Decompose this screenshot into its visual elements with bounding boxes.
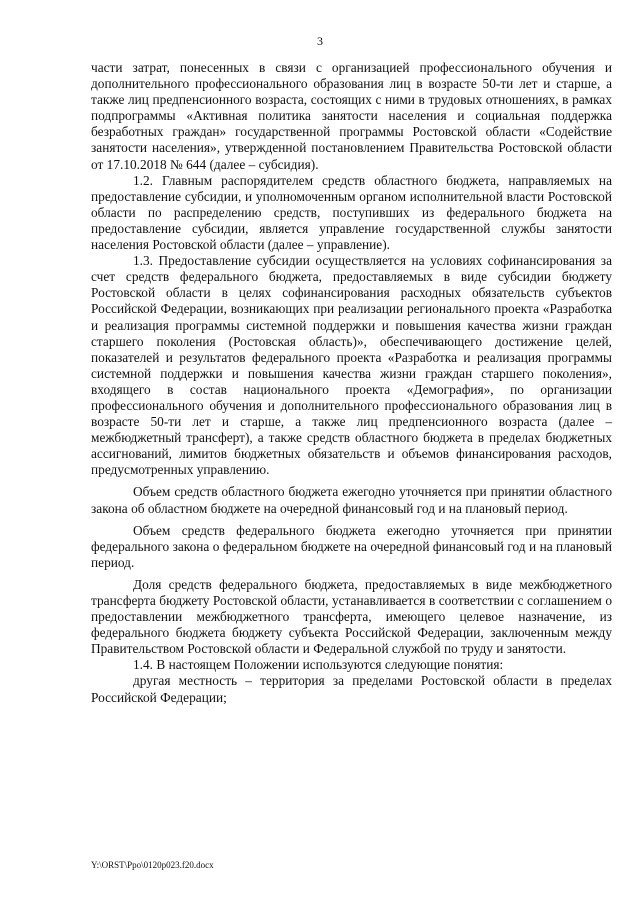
paragraph-1-4-definitions: 1.4. В настоящем Положении используются следующие понятия: bbox=[133, 657, 504, 673]
paragraph-1-2-main-administrator: 1.2. Главным распорядителем средств областного бюджета, направляемых на предоставление субсидии, и уполномоченным органом исполнительной власти Ростовской области по распределению средств, поступивших из федерального бюджета на предоставление субсидии, является управление государственной службы занятости населения Ростовской области (далее – управление). bbox=[91, 172, 612, 253]
page-number: 3 bbox=[317, 34, 323, 48]
document-body bbox=[91, 60, 612, 706]
paragraph-1-3-cofinancing: 1.3. Предоставление субсидии осуществляется на условиях софинансирования за счет средств федерального бюджета, предоставляемых в виде субсидии бюджету Ростовской области в целях софинансирования расходных обязательств субъектов Российской Федерации, возникающих при реализации регионального проекта «Разработка и реализация программы системной поддержки и повышения качества жизни граждан старшего поколения (Ростовская область)», обеспечивающего достижение целей, показателей и результатов федерального проекта «Разработка и реализация программы системной поддержки и повышения качества жизни граждан старшего поколения», входящего в состав национального проекта «Демография», по организации профессионального обучения и дополнительного профессионального образования лиц в возрасте 50-ти лет и старше, а также лиц предпенсионного возраста (далее – межбюджетный трансферт), а также средств областного бюджета в пределах бюджетных ассигнований, лимитов бюджетных обязательств и объемов финансирования расходов, предусмотренных управлению. bbox=[91, 253, 612, 478]
footer-file-path: Y:\ORST\Ppo\0120p023.f20.docx bbox=[91, 860, 214, 870]
paragraph-regional-budget-volume: Объем средств областного бюджета ежегодно уточняется при принятии областного закона об областном бюджете на очередной финансовый год и на плановый период. bbox=[91, 484, 612, 516]
paragraph-federal-share: Доля средств федерального бюджета, предоставляемых в виде межбюджетного трансферта бюджету Ростовской области, устанавливается в соответствии с соглашением о предоставлении межбюджетного трансферта, имеющего целевое назначение, из федерального бюджета бюджету субъекта Российской Федерации, заключенным между Правительством Ростовской области и Федеральной службой по труду и занятости. bbox=[91, 576, 612, 657]
paragraph-other-locality-definition: другая местность – территория за пределами Ростовской области в пределах Российской Федерации; bbox=[91, 673, 612, 705]
paragraph-subsidy-definition: части затрат, понесенных в связи с организацией профессионального обучения и дополнительного профессионального образования лиц в возрасте 50-ти лет и старше, а также лиц предпенсионного возраста, состоящих с ними в трудовых отношениях, в рамках подпрограммы «Активная политика занятости населения и социальная поддержка безработных граждан» государственной программы Ростовской области «Содействие занятости населения», утвержденной постановлением Правительства Ростовской области от 17.10.2018 № 644 (далее – субсидия). bbox=[91, 60, 612, 172]
paragraph-federal-budget-volume: Объем средств федерального бюджета ежегодно уточняется при принятии федерального закона о федеральном бюджете на очередной финансовый год и на плановый период. bbox=[91, 522, 612, 570]
